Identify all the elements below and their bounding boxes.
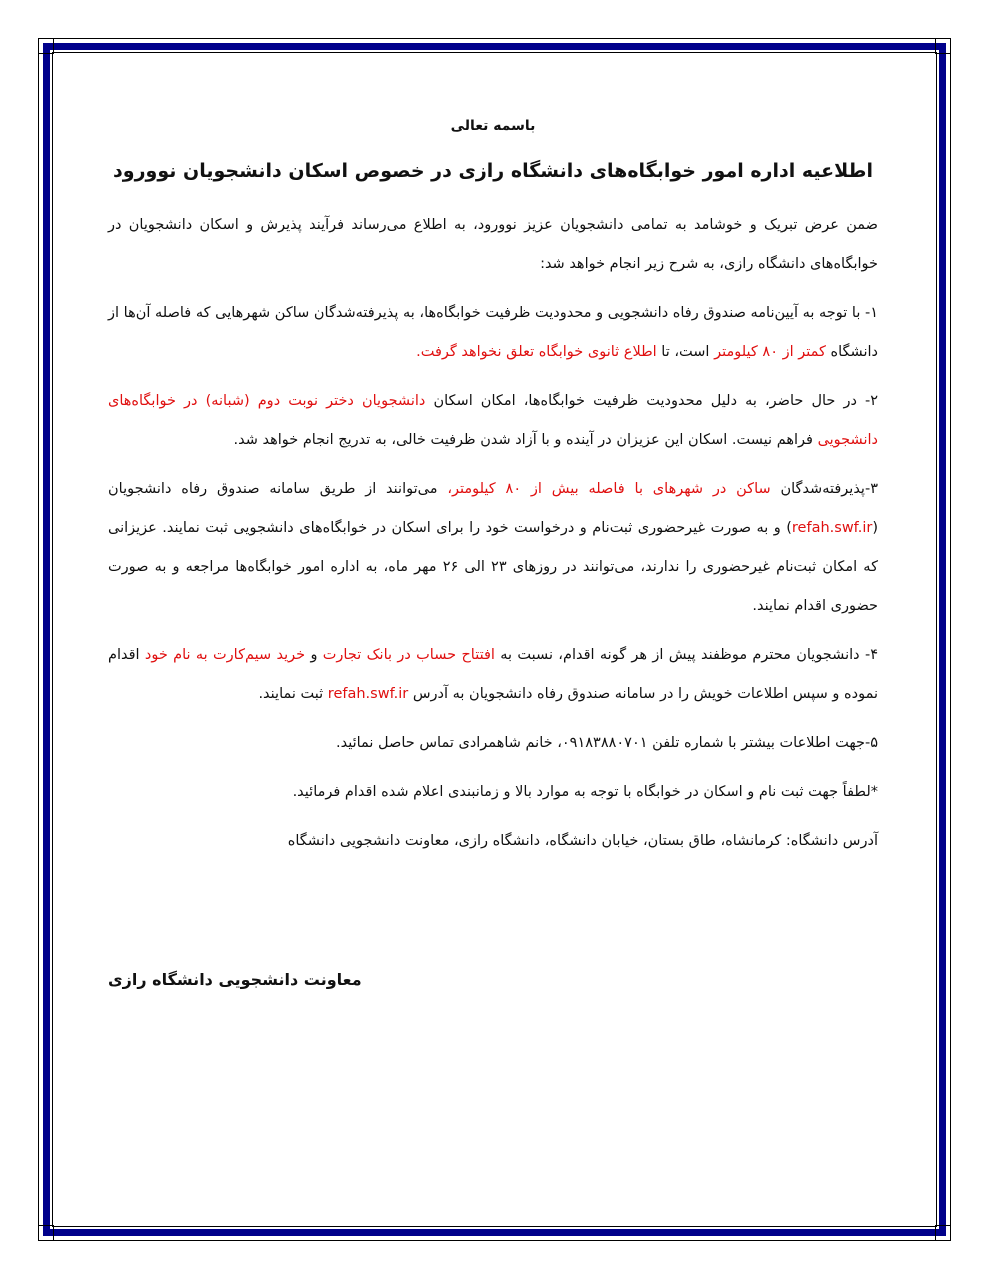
note: *لطفاً جهت ثبت نام و اسکان در خوابگاه با توجه به موارد بالا و زمانبندی اعلام شده اقدام فرمائید. — [292, 784, 878, 800]
frame-corner-top-left — [38, 38, 54, 54]
intro-paragraph: ضمن عرض تبریک و خوشامد به تمامی دانشجویان عزیز نوورود، به اطلاع می‌رساند فرآیند پذیرش و اسکان دانشجویان در خوابگاه‌های دانشگاه رازی، به شرح زیر انجام خواهد شد: — [108, 217, 878, 272]
item-3-text-3: ) و به صورت غیرحضوری ثبت‌نام و درخواست خود را برای اسکان در خوابگاه‌های دانشجویی ثبت نمایند. عزیزانی که امکان ثبت‌نام غیرحضوری را ندارند، می‌توانند در روزهای ۲۳ الی ۲۶ مهر ماه، به اداره امور خوابگاه‌ها مراجعه و به صورت حضوری اقدام نمایند. — [108, 520, 878, 614]
basmala: باسمه تعالی — [450, 118, 536, 134]
frame-corner-top-right — [935, 38, 951, 54]
frame-corner-bottom-left — [38, 1225, 54, 1241]
item-1-highlight-notice: اطلاع ثانوی خوابگاه تعلق نخواهد گرفت. — [416, 344, 657, 360]
item-4-highlight-bank: افتتاح حساب در بانک تجارت — [322, 647, 495, 663]
page-title: اطلاعیه اداره امور خوابگاه‌های دانشگاه رازی در خصوص اسکان دانشجویان نوورود — [113, 160, 873, 182]
item-1 — [108, 294, 878, 372]
item-3-highlight: ساکن در شهرهای با فاصله بیش از ۸۰ کیلومتر، — [447, 481, 771, 497]
letter-body — [108, 118, 878, 871]
item-4-text-2: و — [305, 647, 323, 663]
item-3-text-2: می‌توانند از طریق سامانه صندوق رفاه دانشجویان ( — [108, 481, 878, 536]
item-3-text: ۳-پذیرفته‌شدگان — [770, 481, 878, 497]
signature: معاونت دانشجویی دانشگاه رازی — [108, 970, 362, 989]
frame-corner-bottom-right — [935, 1225, 951, 1241]
item-4-text-4: ثبت نمایند. — [258, 686, 328, 702]
item-1-text: ۱- با توجه به آیین‌نامه صندوق رفاه دانشجویی و محدودیت ظرفیت خوابگاه‌ها، به پذیرفته‌شدگان ساکن شهرهایی که فاصله آن‌ها از دانشگاه — [108, 305, 878, 360]
item-2-highlight: دانشجویان دختر نوبت دوم (شبانه) در خوابگاه‌های دانشجویی — [108, 393, 878, 448]
item-3 — [108, 470, 878, 626]
item-1-highlight-distance: کمتر از ۸۰ کیلومتر — [714, 344, 826, 360]
address: آدرس دانشگاه: کرمانشاه، طاق بستان، خیابان دانشگاه، دانشگاه رازی، معاونت دانشجویی دانشگاه — [287, 833, 878, 849]
item-4-text-3: اقدام نموده و سپس اطلاعات خویش را در سامانه صندوق رفاه دانشجویان به آدرس — [108, 647, 878, 702]
item-4-highlight-simcard: خرید سیم‌کارت به نام خود — [144, 647, 306, 663]
item-2-text: ۲- در حال حاضر، به دلیل محدودیت ظرفیت خوابگاه‌ها، امکان اسکان — [425, 393, 879, 409]
item-2 — [108, 382, 878, 460]
item-4 — [108, 636, 878, 714]
item-2-text-2: فراهم نیست. اسکان این عزیزان در آینده و با آزاد شدن ظرفیت خالی، به تدریج انجام خواهد شد. — [233, 432, 818, 448]
item-5: ۵-جهت اطلاعات بیشتر با شماره تلفن ۰۹۱۸۳۸۸۰۷۰۱، خانم شاهمرادی تماس حاصل نمائید. — [335, 735, 878, 751]
item-1-text-2: است، تا — [656, 344, 715, 360]
item-4-text: ۴- دانشجویان محترم موظفند پیش از هر گونه اقدام، نسبت به — [494, 647, 878, 663]
item-3-link-refah[interactable]: refah.swf.ir — [791, 520, 873, 536]
item-4-link-refah[interactable]: refah.swf.ir — [327, 686, 409, 702]
